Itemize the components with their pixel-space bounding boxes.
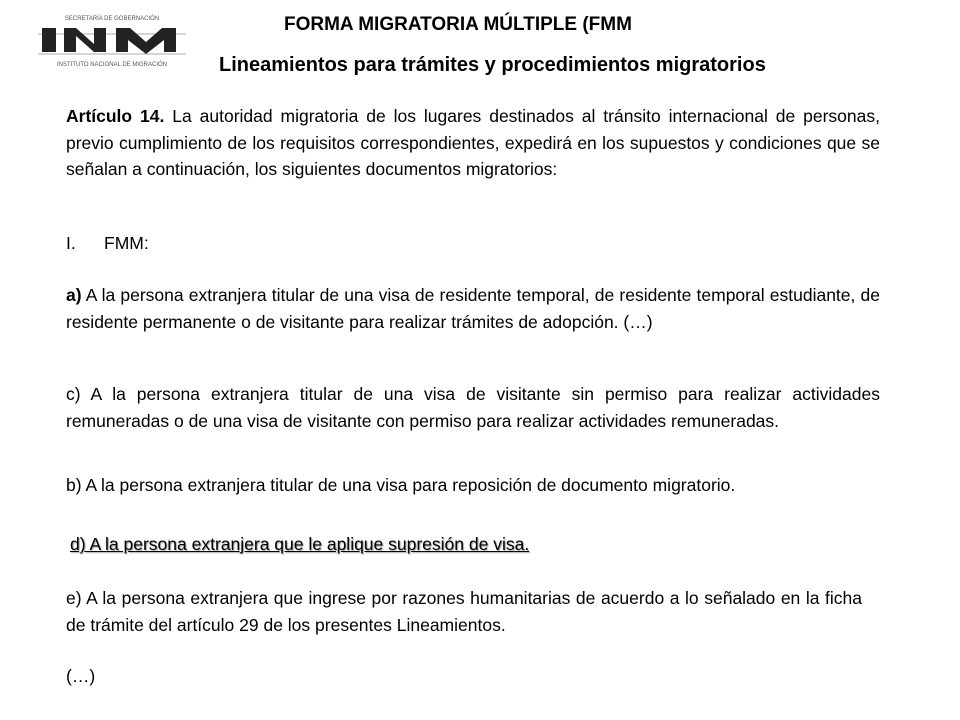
page-subtitle: Lineamientos para trámites y procedimientos migratorios: [219, 54, 766, 76]
logo-text-top: SECRETARÍA DE GOBERNACIÓN: [64, 16, 160, 22]
clause-c-paragraph: c) A la persona extranjera titular de una visa de visitante sin permiso para realizar actividades remuneradas o de una visa de visitante con permiso para realizar actividades remuneradas.: [66, 384, 880, 431]
inm-logo-graphic: [36, 10, 188, 72]
item-marker: I.: [66, 233, 76, 253]
clause-a-text: A la persona extranjera titular de una visa de residente temporal, de residente temporal estudiante, de residente permanente o de visitante para realizar trámites de adopción. (…): [66, 285, 880, 332]
inm-logo: [36, 10, 188, 72]
logo-text-bottom: INSTITUTO NACIONAL DE MIGRACIÓN: [56, 62, 168, 68]
item-label: FMM:: [104, 233, 149, 253]
clause-b-paragraph: b) A la persona extranjera titular de una visa para reposición de documento migratorio.: [66, 475, 736, 495]
article-paragraph: [66, 103, 880, 183]
ellipsis-text: (…): [66, 666, 96, 686]
clause-e-paragraph: e) A la persona extranjera que ingrese por razones humanitarias de acuerdo a lo señalado en la ficha de trámite del artículo 29 de los presentes Lineamientos.: [66, 588, 862, 635]
article-label: Artículo 14.: [66, 106, 165, 126]
clause-d-paragraph: d) A la persona extranjera que le aplique supresión de visa.: [70, 534, 530, 554]
clause-a-paragraph: [66, 282, 880, 335]
clause-a-label: a): [66, 285, 82, 305]
item-heading: [66, 230, 880, 257]
article-text: La autoridad migratoria de los lugares destinados al tránsito internacional de personas, previo cumplimiento de los requisitos correspondientes, expedirá en los supuestos y condiciones que se señalan a continuación, los siguientes documentos migratorios:: [66, 106, 880, 179]
page-title: FORMA MIGRATORIA MÚLTIPLE (FMM: [284, 14, 632, 35]
